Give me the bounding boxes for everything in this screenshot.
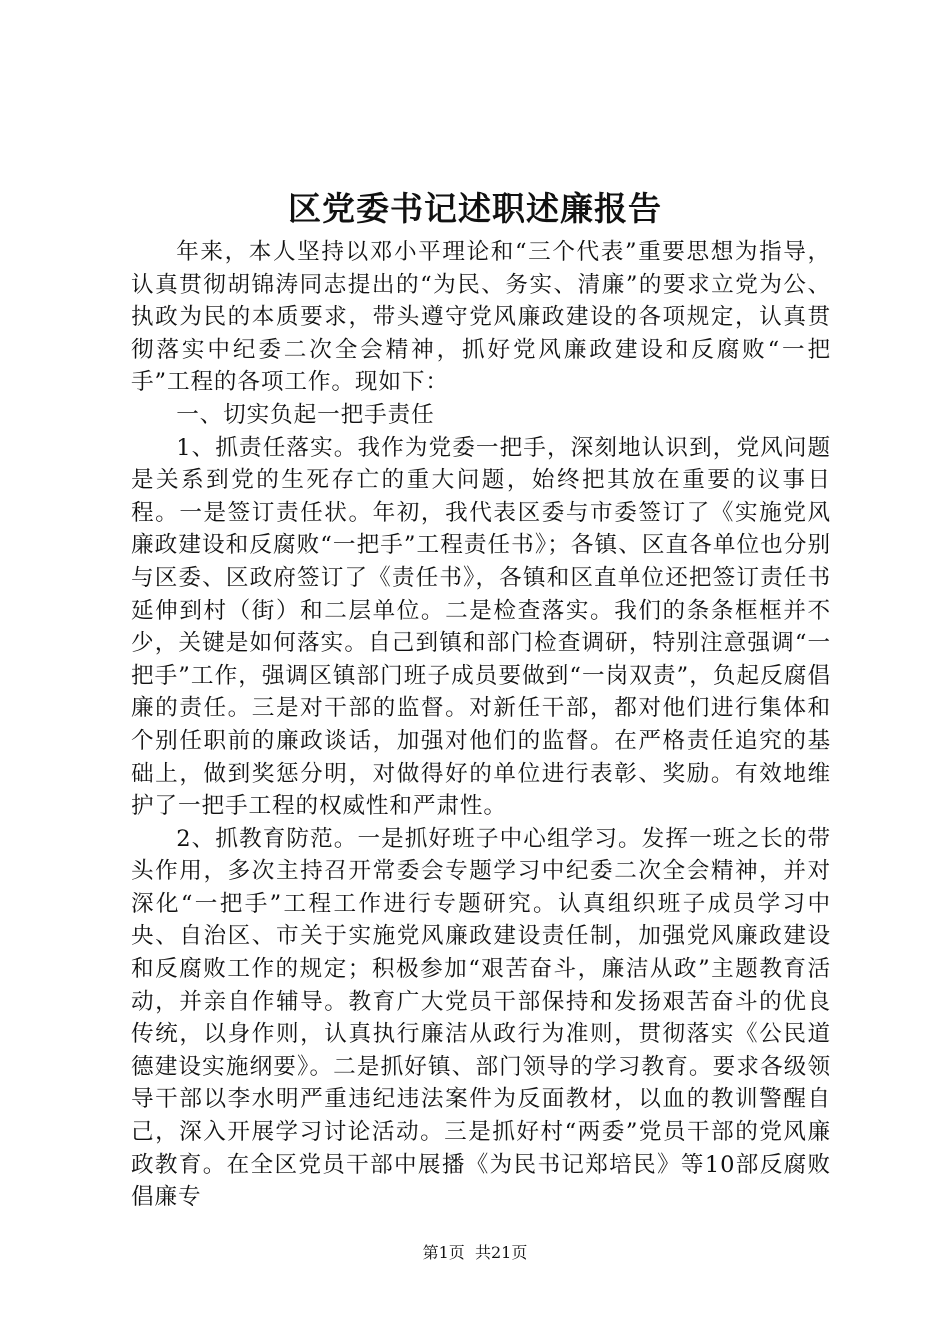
body-paragraph: 1、抓责任落实。我作为党委一把手，深刻地认识到，党风问题是关系到党的生死存亡的重大问题，始终把其放在重要的议事日程。一是签订责任状。年初，我代表区委与市委签订了《实施党风廉政建设和反腐败“一把手”工程责任书》；各镇、区直各单位也分别与区委、区政府签订了《责任书》，各镇和区直单位还把签订责任书延伸到村（街）和二层单位。二是检查落实。我们的条条框框并不少，关键是如何落实。自己到镇和部门检查调研，特别注意强调“一把手”工作，强调区镇部门班子成员要做到“一岗双责”，负起反腐倡廉的责任。三是对干部的监督。对新任干部，都对他们进行集体和个别任职前的廉政谈话，加强对他们的监督。在严格责任追究的基础上，做到奖惩分明，对做得好的单位进行表彰、奖励。有效地维护了一把手工程的权威性和严肃性。 — [131, 434, 831, 820]
body-paragraph: 2、抓教育防范。一是抓好班子中心组学习。发挥一班之长的带头作用，多次主持召开常委会专题学习中纪委二次全会精神，并对深化“一把手”工程工作进行专题研究。认真组织班子成员学习中央、自治区、市关于实施党风廉政建设责任制，加强党风廉政建设和反腐败工作的规定；积极参加“艰苦奋斗，廉洁从政”主题教育活动，并亲自作辅导。教育广大党员干部保持和发扬艰苦奋斗的优良传统，以身作则，认真执行廉洁从政行为准则，贯彻落实《公民道德建设实施纲要》。二是抓好镇、部门领导的学习教育。要求各级领导干部以李水明严重违纪违法案件为反面教材，以血的教训警醒自己，深入开展学习讨论活动。三是抓好村“两委”党员干部的党风廉政教育。在全区党员干部中展播《为民书记郑培民》等10部反腐败倡廉专 — [131, 825, 831, 1211]
page-number: 第1页 — [422, 1243, 465, 1262]
document-body — [131, 236, 831, 1214]
document-title: 区党委书记述职述廉报告 — [288, 189, 662, 228]
page-footer — [0, 1242, 950, 1264]
page-total: 共21页 — [474, 1243, 528, 1262]
section-heading: 一、切实负起一把手责任 — [176, 401, 435, 428]
body-paragraph: 年来，本人坚持以邓小平理论和“三个代表”重要思想为指导，认真贯彻胡锦涛同志提出的“为民、务实、清廉”的要求立党为公、执政为民的本质要求，带头遵守党风廉政建设的各项规定，认真贯彻落实中纪委二次全会精神，抓好党风廉政建设和反腐败“一把手”工程的各项工作。现如下： — [131, 239, 832, 396]
